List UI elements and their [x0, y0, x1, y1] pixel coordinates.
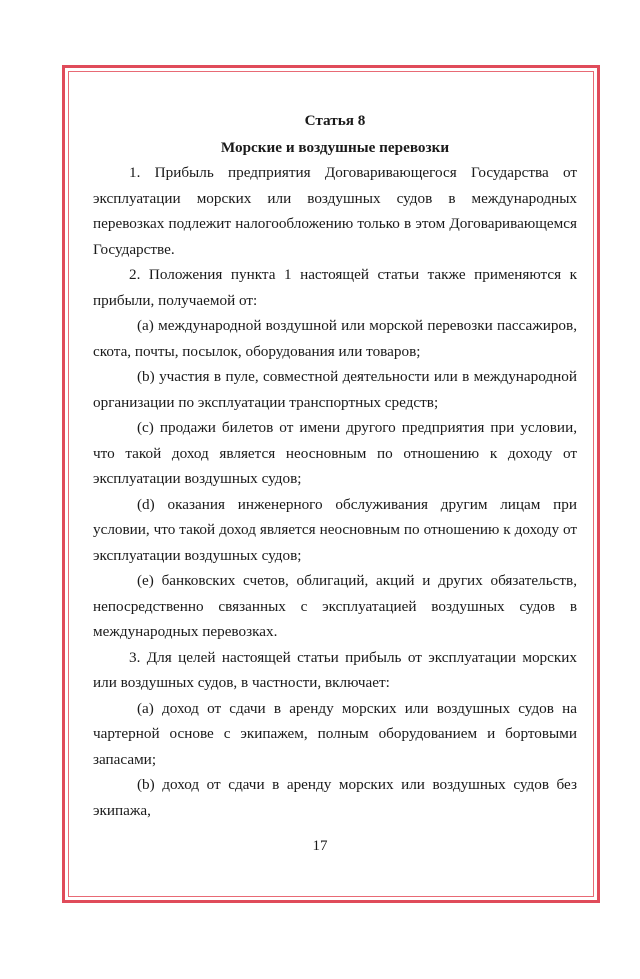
paragraph-3-item-b: (b) доход от сдачи в аренду морских или воздушных судов без экипажа, [93, 776, 577, 819]
paragraph-2-item-a: (a) международной воздушной или морской перевозки пассажиров, скота, почты, посылок, оборудования или товаров; [93, 317, 577, 360]
paragraph-2-item-c: (c) продажи билетов от имени другого предприятия при условии, что такой доход является неосновным по отношению к доходу от эксплуатации воздушных судов; [93, 419, 577, 487]
article-number: Статья 8 [304, 112, 366, 129]
article-title: Морские и воздушные перевозки [220, 138, 450, 156]
page-number: 17 [312, 838, 328, 854]
document-body [93, 108, 577, 823]
paragraph-2-item-e: (e) банковских счетов, облигаций, акций и других обязательств, непосредственно связанных с эксплуатацией воздушных судов в международных перевозках. [93, 572, 577, 640]
paragraph-2-item-d: (d) оказания инженерного обслуживания другим лицам при условии, что такой доход является неосновным по отношению к доходу от эксплуатации воздушных судов; [93, 495, 577, 564]
paragraph-2-item-b: (b) участия в пуле, совместной деятельности или в международной организации по эксплуатации транспортных средств; [93, 368, 577, 411]
paragraph-2: 2. Положения пункта 1 настоящей статьи также применяются к прибыли, получаемой от: [93, 266, 577, 309]
paragraph-3: 3. Для целей настоящей статьи прибыль от эксплуатации морских или воздушных судов, в частности, включает: [93, 648, 577, 691]
paragraph-3-item-a: (a) доход от сдачи в аренду морских или воздушных судов на чартерной основе с экипажем, полным оборудованием и бортовыми запасами; [93, 699, 577, 768]
paragraph-1: 1. Прибыль предприятия Договаривающегося Государства от эксплуатации морских или воздушных судов в международных перевозках подлежит налогообложению только в этом Договаривающемся Государстве. [93, 164, 577, 258]
